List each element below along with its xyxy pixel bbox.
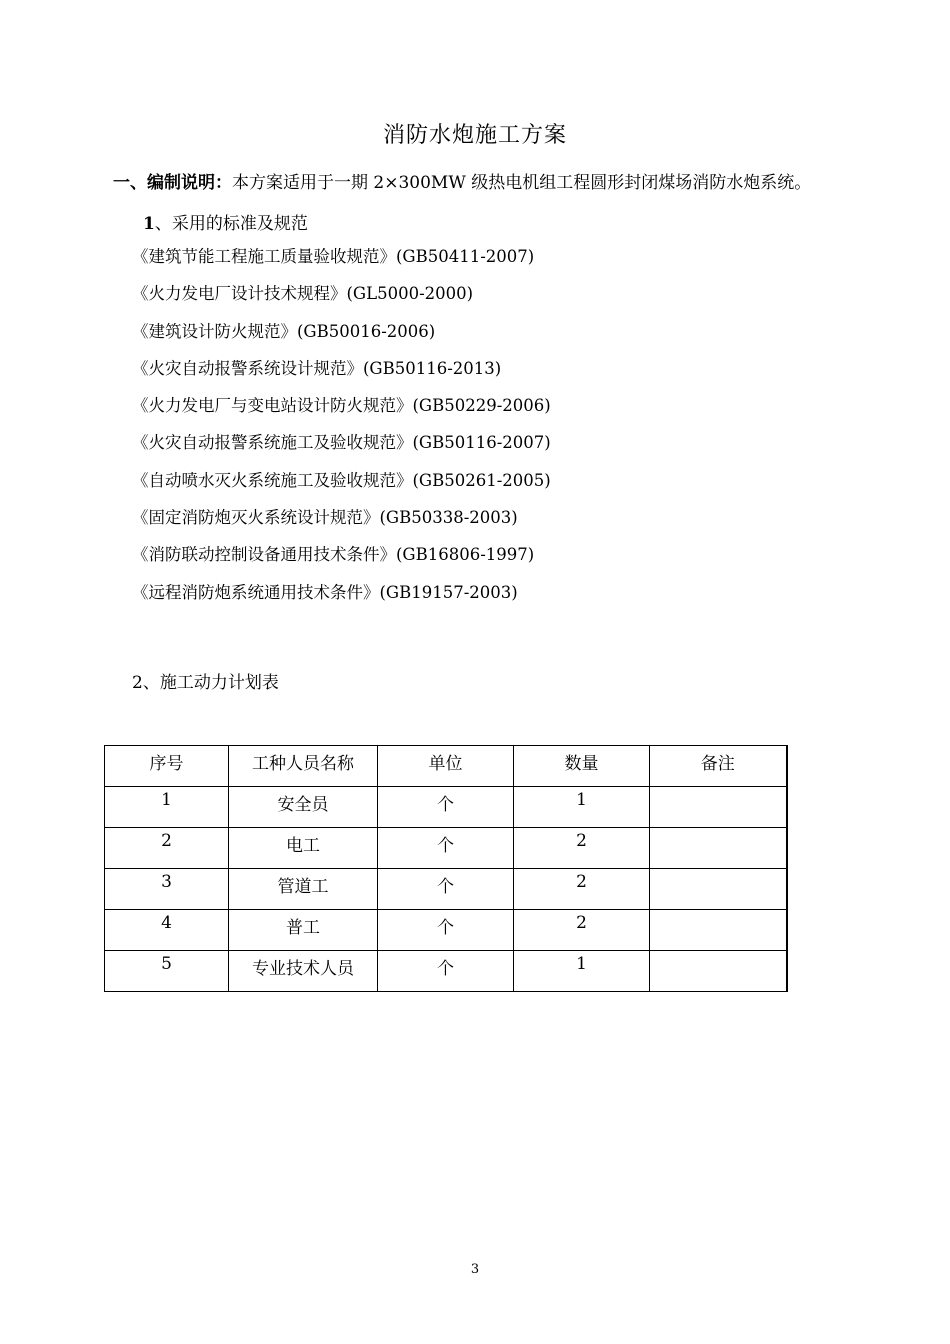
cell-role: 电工 [229,828,378,869]
cell-unit: 个 [378,910,514,951]
header-cell-quantity: 数量 [514,746,650,787]
header-cell-unit: 单位 [378,746,514,787]
cell-remarks [650,869,787,910]
intro-lead: 一、编制说明： [113,173,232,193]
plan-heading: 2、施工动力计划表 [132,673,279,693]
labor-plan-table [104,745,788,992]
standard-item: 《建筑节能工程施工质量验收规范》(GB50411-2007) [132,247,535,266]
standard-item: 《火力发电厂与变电站设计防火规范》(GB50229-2006) [132,396,551,416]
standard-item: 《建筑设计防火规范》(GB50016-2006) [132,321,436,341]
standard-item: 《远程消防炮系统通用技术条件》(GB19157-2003) [132,582,518,602]
cell-role: 安全员 [229,787,378,828]
cell-quantity: 1 [514,951,650,992]
standards-list [132,247,551,620]
page-number: 3 [470,1262,480,1277]
standards-heading [143,209,308,234]
cell-remarks [650,910,787,951]
cell-remarks [650,828,787,869]
table-row [105,869,787,910]
header-cell-remarks: 备注 [650,746,787,787]
standard-item: 《固定消防炮灭火系统设计规范》(GB50338-2003) [132,508,518,528]
standard-item: 《火灾自动报警系统设计规范》(GB50116-2013) [132,358,502,378]
table-header-row [105,746,787,787]
cell-quantity: 1 [514,787,650,828]
cell-index: 5 [105,951,229,992]
cell-quantity: 2 [514,828,650,869]
cell-remarks [650,787,787,828]
cell-index: 4 [105,910,229,951]
standards-heading-number: 1 [143,214,155,234]
cell-index: 3 [105,869,229,910]
header-cell-index: 序号 [105,746,229,787]
cell-index: 2 [105,828,229,869]
cell-quantity: 2 [514,869,650,910]
table-row [105,828,787,869]
standard-item: 《火力发电厂设计技术规程》(GL5000-2000) [132,284,474,304]
standard-item: 《自动喷水灭火系统施工及验收规范》(GB50261-2005) [132,470,551,490]
intro-paragraph [113,168,811,193]
cell-role: 普工 [229,910,378,951]
cell-unit: 个 [378,828,514,869]
cell-unit: 个 [378,869,514,910]
document-title: 消防水炮施工方案 [382,123,567,148]
cell-unit: 个 [378,951,514,992]
standards-heading-text: 、采用的标准及规范 [154,214,308,234]
header-cell-role: 工种人员名称 [229,746,378,787]
cell-quantity: 2 [514,910,650,951]
cell-unit: 个 [378,787,514,828]
cell-role: 管道工 [229,869,378,910]
cell-index: 1 [105,787,229,828]
standard-item: 《消防联动控制设备通用技术条件》(GB16806-1997) [132,545,535,565]
intro-text: 本方案适用于一期 2×300MW 级热电机组工程圆形封闭煤场消防水炮系统。 [232,173,812,193]
table-row [105,951,787,992]
cell-role: 专业技术人员 [229,951,378,992]
table-row [105,910,787,951]
cell-remarks [650,951,787,992]
table-row [105,787,787,828]
standard-item: 《火灾自动报警系统施工及验收规范》(GB50116-2007) [132,433,551,453]
